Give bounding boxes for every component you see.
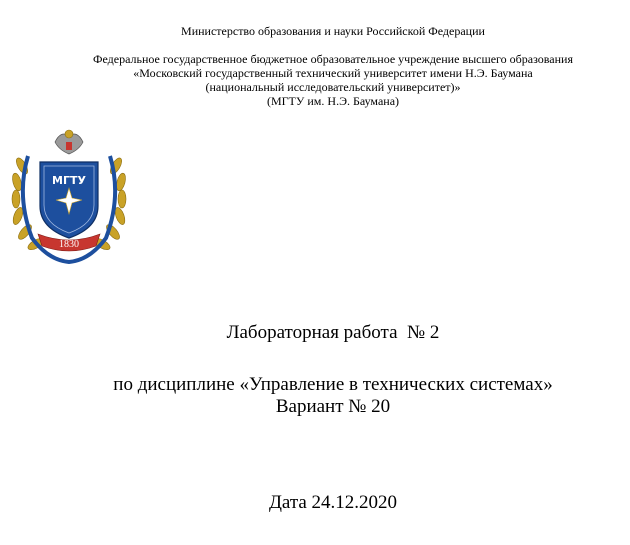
- institution-line-3: (национальный исследовательский университет)»: [205, 80, 461, 94]
- discipline-line: по дисциплине «Управление в технических системах»: [113, 374, 553, 395]
- institution-line-1: Федеральное государственное бюджетное образовательное учреждение высшего образования: [93, 52, 573, 66]
- emblem-year: 1830: [59, 239, 79, 250]
- institution-line-4: (МГТУ им. Н.Э. Баумана): [266, 94, 400, 108]
- emblem-letters: МГТУ: [52, 174, 86, 187]
- institution-line-2: «Московский государственный технический университет имени Н.Э. Баумана: [133, 66, 533, 80]
- bmstu-emblem-icon: [8, 126, 130, 266]
- ministry-line: Министерство образования и науки Российской Федерации: [181, 24, 485, 38]
- institution-block: [0, 52, 630, 108]
- page-title: Лабораторная работа № 2: [226, 322, 440, 343]
- variant-line: Вариант № 20: [275, 396, 391, 417]
- discipline-block: [0, 374, 630, 418]
- date-line: Дата 24.12.2020: [268, 492, 398, 513]
